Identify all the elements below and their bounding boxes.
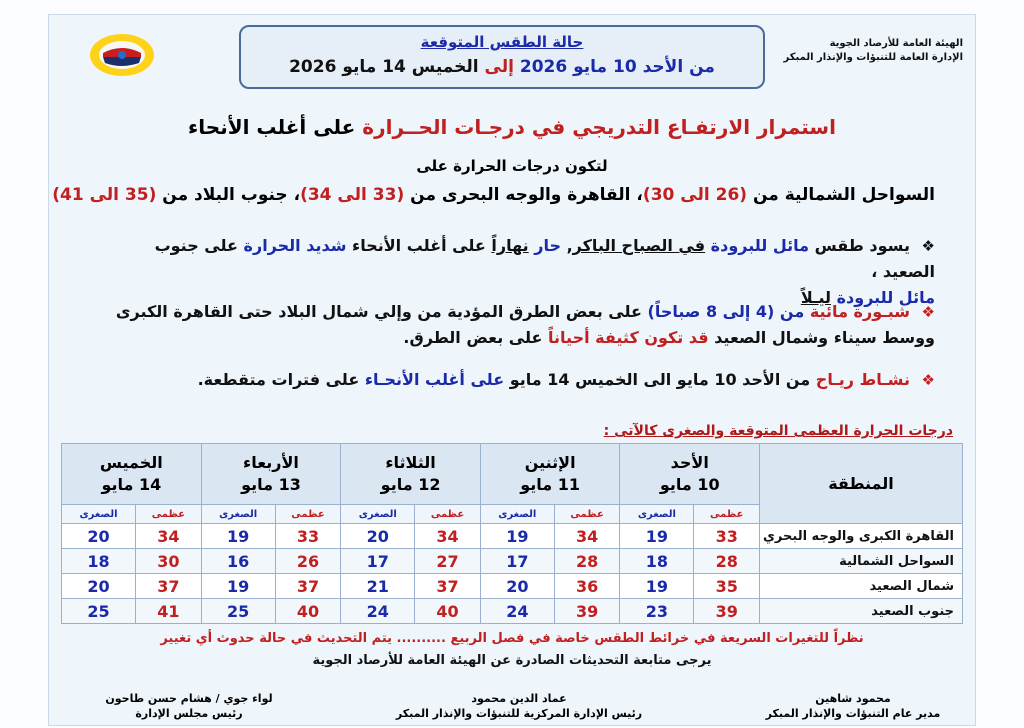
- day-date: 10 مايو: [659, 475, 720, 494]
- max-temp-cell: 34: [554, 524, 620, 549]
- signature-block: [369, 691, 669, 721]
- region-cell: شمال الصعيد: [760, 574, 963, 599]
- b1-i: مائل للبرودة: [836, 288, 935, 307]
- period-from: من الأحد 10 مايو 2026: [519, 57, 715, 77]
- min-temp-cell: 17: [341, 549, 415, 574]
- max-temp-cell: 40: [275, 599, 341, 624]
- min-label: الصغرى: [201, 505, 275, 524]
- day-header: [480, 444, 620, 505]
- min-label: الصغرى: [480, 505, 554, 524]
- min-temp-cell: 19: [620, 574, 694, 599]
- min-temp-cell: 21: [341, 574, 415, 599]
- min-temp-cell: 19: [201, 574, 275, 599]
- update-note: نظراً للتغيرات السريعة في خرائط الطقس خاصة في فصل الربيع .......... يتم التحديث في حالة حدوث أي تغيير: [160, 631, 864, 646]
- max-label: عظمى: [136, 505, 202, 524]
- signer-name: عماد الدين محمود: [471, 692, 567, 705]
- headline-rest: على أغلب الأنحاء: [188, 115, 356, 139]
- b1-h: على جنوب الصعيد ،: [154, 236, 935, 281]
- day-header: [62, 444, 202, 505]
- day-date: 14 مايو: [101, 475, 162, 494]
- forecast-period: [241, 57, 763, 77]
- table-row: [62, 574, 963, 599]
- cairo-label: القاهرة والوجه البحرى من: [410, 185, 631, 205]
- max-label: عظمى: [275, 505, 341, 524]
- day-date: 11 مايو: [520, 475, 581, 494]
- north-coast-label: السواحل الشمالية من: [752, 185, 935, 205]
- b3-b: من الأحد 10 مايو الى الخميس 14 مايو: [509, 370, 811, 389]
- temperature-table: [61, 443, 963, 624]
- min-temp-cell: 20: [480, 574, 554, 599]
- org-line-1: الهيئة العامة للأرصاد الجوية: [829, 38, 963, 49]
- max-temp-cell: 30: [136, 549, 202, 574]
- day-name: الإثنين: [524, 453, 576, 472]
- max-temp-cell: 37: [136, 574, 202, 599]
- max-temp-cell: 37: [275, 574, 341, 599]
- main-headline: [49, 115, 975, 139]
- max-label: عظمى: [694, 505, 760, 524]
- day-header: [620, 444, 760, 505]
- max-temp-cell: 26: [275, 549, 341, 574]
- south-label: جنوب البلاد من: [162, 185, 288, 205]
- signer-name: لواء جوي / هشام حسن طاحون: [105, 692, 273, 705]
- region-header: المنطقة: [760, 444, 963, 524]
- signer-role: رئيس مجلس الإدارة: [135, 707, 243, 720]
- b2-f: على بعض الطرق.: [403, 328, 543, 347]
- max-temp-cell: 37: [415, 574, 481, 599]
- max-temp-cell: 40: [415, 599, 481, 624]
- b1-d: حار: [534, 236, 562, 255]
- b1-j: ليـلاً: [800, 288, 832, 307]
- day-header: [341, 444, 481, 505]
- min-temp-cell: 16: [201, 549, 275, 574]
- table-row: [62, 524, 963, 549]
- day-name: الأحد: [670, 453, 709, 472]
- min-temp-cell: 17: [480, 549, 554, 574]
- min-temp-cell: 19: [201, 524, 275, 549]
- headline-highlight: استمرار الارتفـاع التدريجي في درجـات الحــرارة: [362, 115, 836, 139]
- max-temp-cell: 28: [694, 549, 760, 574]
- region-cell: القاهرة الكبرى والوجه البحري: [760, 524, 963, 549]
- b2-b: من (4 إلى 8 صباحاً): [647, 302, 805, 321]
- b2-e: قد تكون كثيفة أحياناً: [548, 328, 709, 347]
- signature-block: [79, 691, 299, 721]
- min-temp-cell: 19: [620, 524, 694, 549]
- b1-e: نهاراً: [491, 236, 529, 255]
- day-date: 13 مايو: [241, 475, 301, 494]
- page-title: حالة الطقس المتوقعة: [420, 33, 584, 51]
- region-cell: السواحل الشمالية: [760, 549, 963, 574]
- signature-block: [743, 691, 963, 721]
- bullet-marker-icon: ❖: [921, 371, 935, 389]
- signer-role: رئيس الإدارة المركزية للتنبؤات والإنذار المبكر: [395, 707, 643, 720]
- cairo-range: (33 الى 34): [300, 185, 405, 205]
- table-title: درجات الحرارة العظمى المتوقعة والصغرى كالآتى :: [603, 423, 953, 439]
- max-temp-cell: 41: [136, 599, 202, 624]
- b2-d: ووسط سيناء وشمال الصعيد: [714, 328, 935, 347]
- b2-c: على بعض الطرق المؤدية من وإلي شمال البلاد حتى القاهرة الكبرى: [115, 302, 642, 321]
- max-temp-cell: 34: [136, 524, 202, 549]
- document-header: [49, 15, 975, 95]
- b1-b: مائل للبرودة: [710, 236, 810, 255]
- b1-a: يسود طقس: [814, 236, 910, 255]
- min-temp-cell: 25: [201, 599, 275, 624]
- bullet-fog: [105, 299, 935, 351]
- bullet-marker-icon: ❖: [921, 237, 935, 255]
- period-to-word: إلى: [484, 57, 514, 77]
- follow-note: يرجى متابعة التحديثات الصادرة عن الهيئة العامة للأرصاد الجوية: [312, 653, 712, 668]
- b3-a: نشـاط ريـاح: [815, 370, 910, 389]
- table-row: [62, 549, 963, 574]
- max-temp-cell: 35: [694, 574, 760, 599]
- min-temp-cell: 20: [62, 524, 136, 549]
- min-label: الصغرى: [62, 505, 136, 524]
- title-box: [239, 25, 765, 89]
- forecast-document: [48, 14, 976, 726]
- max-temp-cell: 34: [415, 524, 481, 549]
- bullet-wind: [105, 367, 935, 393]
- max-temp-cell: 39: [554, 599, 620, 624]
- min-label: الصغرى: [341, 505, 415, 524]
- min-temp-cell: 25: [62, 599, 136, 624]
- org-line-2: الإدارة العامة للتنبؤات والإنذار المبكر: [783, 52, 963, 63]
- min-temp-cell: 20: [341, 524, 415, 549]
- min-temp-cell: 24: [341, 599, 415, 624]
- day-header: [201, 444, 341, 505]
- b1-g: شديد الحرارة: [243, 236, 347, 255]
- day-name: الثلاثاء: [385, 453, 436, 472]
- organization-name: [784, 37, 964, 65]
- signer-name: محمود شاهين: [815, 692, 891, 705]
- max-temp-cell: 33: [275, 524, 341, 549]
- day-date: 12 مايو: [380, 475, 441, 494]
- signer-role: مدير عام التنبؤات والإنذار المبكر: [765, 707, 941, 720]
- min-temp-cell: 18: [62, 549, 136, 574]
- b1-c: في الصباح الباكر: [572, 236, 706, 255]
- min-temp-cell: 23: [620, 599, 694, 624]
- max-temp-cell: 39: [694, 599, 760, 624]
- b3-d: أغلب الأنحـاء: [364, 370, 465, 389]
- temps-intro: لتكون درجات الحرارة على: [416, 157, 608, 175]
- max-temp-cell: 33: [694, 524, 760, 549]
- max-temp-cell: 27: [415, 549, 481, 574]
- bullet-marker-icon: ❖: [921, 303, 935, 321]
- max-label: عظمى: [554, 505, 620, 524]
- b3-c: على: [470, 370, 505, 389]
- min-temp-cell: 20: [62, 574, 136, 599]
- min-temp-cell: 19: [480, 524, 554, 549]
- max-temp-cell: 36: [554, 574, 620, 599]
- max-label: عظمى: [415, 505, 481, 524]
- day-name: الأربعاء: [243, 453, 299, 472]
- b2-a: شبـورة مائية: [809, 302, 910, 321]
- region-cell: جنوب الصعيد: [760, 599, 963, 624]
- min-label: الصغرى: [620, 505, 694, 524]
- north-coast-range: (26 الى 30): [642, 185, 748, 205]
- south-range: (35 الى 41): [52, 185, 157, 205]
- authority-logo-icon: [89, 33, 155, 77]
- b3-e: على فترات متقطعة.: [197, 370, 360, 389]
- day-name: الخميس: [99, 453, 163, 472]
- max-temp-cell: 28: [554, 549, 620, 574]
- min-temp-cell: 24: [480, 599, 554, 624]
- bullet-weather: ❖ يسود طقس مائل للبرودة في الصباح الباكر, حار نهاراً على أغلب الأنحاء شديد الحرارة على جنوب الصعيد ، مائل للبرودة ليـلاً: [154, 236, 935, 307]
- period-to: الخميس 14 مايو 2026: [289, 57, 479, 77]
- temperature-summary: السواحل الشمالية من (26 الى 30)، القاهرة والوجه البحرى من (33 الى 34)، جنوب البلاد من (35 الى 41): [52, 185, 935, 205]
- table-row: [62, 599, 963, 624]
- b1-f: على أغلب الأنحاء: [352, 236, 486, 255]
- min-temp-cell: 18: [620, 549, 694, 574]
